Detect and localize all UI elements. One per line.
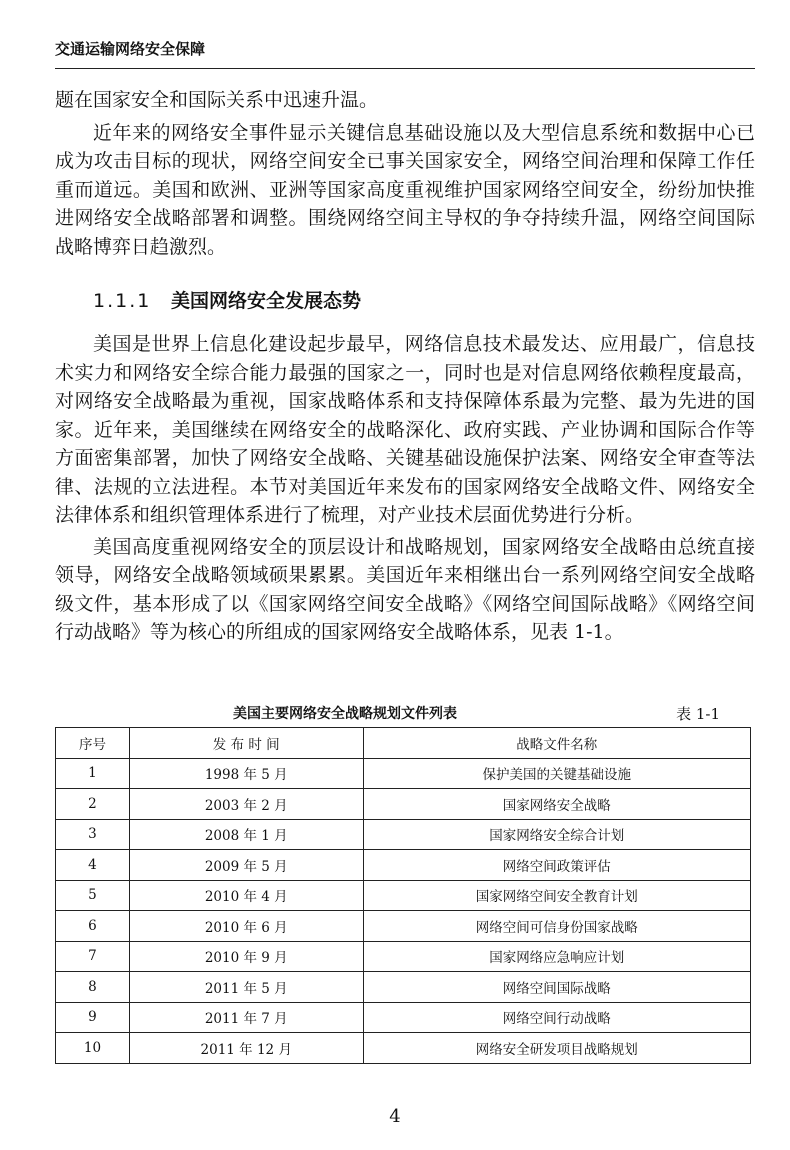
- cell-index: 2: [56, 789, 130, 820]
- cell-name: 网络空间国际战略: [363, 972, 750, 1003]
- cell-name: 网络空间行动战略: [363, 1002, 750, 1033]
- section-title: 美国网络安全发展态势: [171, 290, 362, 312]
- section-paragraph-1: 美国是世界上信息化建设起步最早，网络信息技术最发达、应用最广，信息技术实力和网络安全综合能力最强的国家之一，同时也是对信息网络依赖程度最高，对网络安全战略最为重视，国家战略体系和支持保障体系最为完整、最为先进的国家。近年来，美国继续在网络安全的战略深化、政府实践、产业协调和国际合作等方面密集部署，加快了网络安全战略、关键基础设施保护法案、网络安全审查等法律、法规的立法进程。本节对美国近年来发布的国家网络安全战略文件、网络安全法律体系和组织管理体系进行了梳理，对产业技术层面优势进行分析。: [55, 333, 755, 526]
- cell-date: 2011 年 7 月: [129, 1002, 363, 1033]
- intro-paragraph-continued: 题在国家安全和国际关系中迅速升温。: [55, 89, 379, 111]
- cell-index: 3: [56, 819, 130, 850]
- cell-date: 2011 年 12 月: [129, 1033, 363, 1064]
- section-number: 1.1.1: [93, 290, 152, 312]
- table-row: [56, 850, 751, 881]
- cell-index: 10: [56, 1033, 130, 1064]
- cell-name: 国家网络应急响应计划: [363, 941, 750, 972]
- cell-index: 1: [56, 758, 130, 789]
- cell-index: 9: [56, 1002, 130, 1033]
- cell-index: 4: [56, 850, 130, 881]
- strategy-documents-table: [55, 727, 751, 1064]
- running-header: [55, 38, 755, 69]
- cell-date: 2009 年 5 月: [129, 850, 363, 881]
- cell-name: 网络空间可信身份国家战略: [363, 911, 750, 942]
- cell-index: 5: [56, 880, 130, 911]
- table-row: [56, 789, 751, 820]
- header-name: 战略文件名称: [363, 728, 750, 759]
- cell-date: 2008 年 1 月: [129, 819, 363, 850]
- running-header-title: 交通运输网络安全保障: [55, 40, 206, 58]
- section-text-block: [55, 330, 755, 647]
- header-index: 序号: [56, 728, 130, 759]
- table-row: [56, 941, 751, 972]
- cell-index: 6: [56, 911, 130, 942]
- table-row: [56, 1002, 751, 1033]
- intro-paragraph: 近年来的网络安全事件显示关键信息基础设施以及大型信息系统和数据中心已成为攻击目标的现状，网络空间安全已事关国家安全，网络空间治理和保障工作任重而道远。美国和欧洲、亚洲等国家高度重视维护国家网络空间安全，纷纷加快推进网络安全战略部署和调整。围绕网络空间主导权的争夺持续升温，网络空间国际战略博弈日趋激烈。: [55, 121, 755, 258]
- cell-name: 保护美国的关键基础设施: [363, 758, 750, 789]
- section-paragraph-2: 美国高度重视网络安全的顶层设计和战略规划，国家网络安全战略由总统直接领导，网络安全战略领域硕果累累。美国近年来相继出台一系列网络空间安全战略级文件，基本形成了以《国家网络空间安全战略》《网络空间国际战略》《网络空间行动战略》等为核心的所组成的国家网络安全战略体系，见表 1-1。: [55, 535, 755, 643]
- cell-date: 2010 年 6 月: [129, 911, 363, 942]
- table-row: [56, 1033, 751, 1064]
- table-header-row: [56, 728, 751, 759]
- cell-index: 7: [56, 941, 130, 972]
- cell-date: 1998 年 5 月: [129, 758, 363, 789]
- table-caption-number: 表 1-1: [676, 705, 720, 723]
- cell-date: 2010 年 9 月: [129, 941, 363, 972]
- cell-name: 国家网络安全综合计划: [363, 819, 750, 850]
- cell-name: 网络安全研发项目战略规划: [363, 1033, 750, 1064]
- cell-date: 2011 年 5 月: [129, 972, 363, 1003]
- cell-date: 2010 年 4 月: [129, 880, 363, 911]
- table-caption-title: 美国主要网络安全战略规划文件列表: [233, 706, 457, 722]
- table-row: [56, 911, 751, 942]
- page-number: 4: [389, 1106, 401, 1127]
- header-date: 发 布 时 间: [129, 728, 363, 759]
- section-heading: [93, 287, 361, 315]
- cell-date: 2003 年 2 月: [129, 789, 363, 820]
- table-row: [56, 819, 751, 850]
- table-caption: [55, 702, 755, 726]
- cell-name: 国家网络安全战略: [363, 789, 750, 820]
- cell-index: 8: [56, 972, 130, 1003]
- table-row: [56, 758, 751, 789]
- table-row: [56, 880, 751, 911]
- table-row: [56, 972, 751, 1003]
- intro-text-block: [55, 86, 755, 261]
- cell-name: 网络空间政策评估: [363, 850, 750, 881]
- cell-name: 国家网络空间安全教育计划: [363, 880, 750, 911]
